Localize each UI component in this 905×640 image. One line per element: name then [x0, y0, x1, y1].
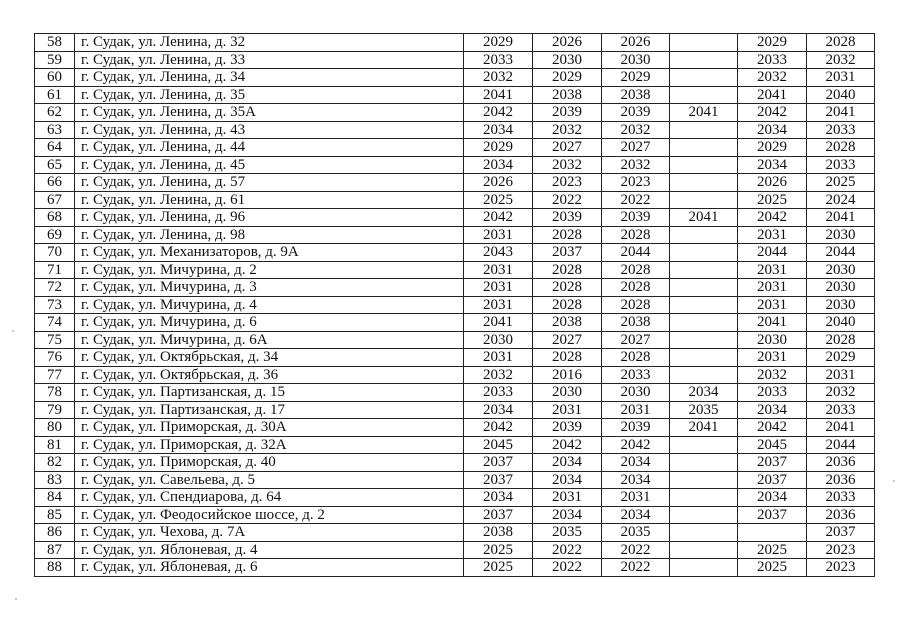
- table-row: [35, 279, 875, 297]
- year-col-2-cell: 2039: [533, 104, 602, 122]
- year-col-3-cell: 2039: [602, 419, 670, 437]
- year-col-3-cell: 2031: [602, 401, 670, 419]
- year-col-6-cell: 2041: [807, 419, 875, 437]
- year-col-1-cell: 2033: [464, 51, 533, 69]
- year-col-1-cell: 2032: [464, 366, 533, 384]
- year-col-4-cell: [670, 366, 738, 384]
- year-col-2-cell: 2034: [533, 454, 602, 472]
- row-number-cell: 82: [35, 454, 75, 472]
- year-col-1-cell: 2043: [464, 244, 533, 262]
- year-col-3-cell: 2042: [602, 436, 670, 454]
- table-row: [35, 51, 875, 69]
- year-col-4-cell: [670, 174, 738, 192]
- table-row: [35, 244, 875, 262]
- year-col-6-cell: 2030: [807, 226, 875, 244]
- year-col-5-cell: 2026: [738, 174, 807, 192]
- year-col-5-cell: 2031: [738, 279, 807, 297]
- year-col-4-cell: [670, 314, 738, 332]
- year-col-4-cell: [670, 331, 738, 349]
- year-col-2-cell: 2028: [533, 349, 602, 367]
- address-cell: г. Судак, ул. Ленина, д. 96: [75, 209, 464, 227]
- year-col-1-cell: 2032: [464, 69, 533, 87]
- table-row: [35, 436, 875, 454]
- year-col-2-cell: 2029: [533, 69, 602, 87]
- table-row: [35, 401, 875, 419]
- year-col-6-cell: 2028: [807, 34, 875, 52]
- year-col-5-cell: 2034: [738, 489, 807, 507]
- row-number-cell: 60: [35, 69, 75, 87]
- row-number-cell: 70: [35, 244, 75, 262]
- year-col-3-cell: 2026: [602, 34, 670, 52]
- year-col-2-cell: 2032: [533, 121, 602, 139]
- year-col-5-cell: 2029: [738, 34, 807, 52]
- year-col-2-cell: 2028: [533, 261, 602, 279]
- table-row: [35, 559, 875, 577]
- year-col-2-cell: 2022: [533, 191, 602, 209]
- table-row: [35, 174, 875, 192]
- year-col-2-cell: 2028: [533, 279, 602, 297]
- year-col-3-cell: 2029: [602, 69, 670, 87]
- year-col-3-cell: 2034: [602, 454, 670, 472]
- table-row: [35, 209, 875, 227]
- year-col-3-cell: 2027: [602, 331, 670, 349]
- year-col-1-cell: 2034: [464, 401, 533, 419]
- year-col-6-cell: 2036: [807, 471, 875, 489]
- year-col-4-cell: 2034: [670, 384, 738, 402]
- year-col-6-cell: 2031: [807, 366, 875, 384]
- address-cell: г. Судак, ул. Мичурина, д. 6: [75, 314, 464, 332]
- address-cell: г. Судак, ул. Ленина, д. 35А: [75, 104, 464, 122]
- year-col-1-cell: 2025: [464, 541, 533, 559]
- year-col-1-cell: 2029: [464, 34, 533, 52]
- address-cell: г. Судак, ул. Яблоневая, д. 6: [75, 559, 464, 577]
- year-col-5-cell: [738, 524, 807, 542]
- row-number-cell: 78: [35, 384, 75, 402]
- year-col-5-cell: 2029: [738, 139, 807, 157]
- row-number-cell: 61: [35, 86, 75, 104]
- address-cell: г. Судак, ул. Партизанская, д. 17: [75, 401, 464, 419]
- year-col-3-cell: 2038: [602, 314, 670, 332]
- address-cell: г. Судак, ул. Ленина, д. 35: [75, 86, 464, 104]
- year-col-6-cell: 2028: [807, 139, 875, 157]
- year-col-3-cell: 2022: [602, 191, 670, 209]
- year-col-6-cell: 2031: [807, 69, 875, 87]
- table-row: [35, 419, 875, 437]
- year-col-5-cell: 2042: [738, 209, 807, 227]
- year-col-3-cell: 2028: [602, 279, 670, 297]
- year-col-4-cell: 2041: [670, 419, 738, 437]
- table-row: [35, 384, 875, 402]
- year-col-1-cell: 2031: [464, 261, 533, 279]
- year-col-2-cell: 2016: [533, 366, 602, 384]
- year-col-6-cell: 2036: [807, 454, 875, 472]
- year-col-4-cell: [670, 139, 738, 157]
- year-col-1-cell: 2037: [464, 454, 533, 472]
- year-col-6-cell: 2028: [807, 331, 875, 349]
- year-col-2-cell: 2027: [533, 331, 602, 349]
- year-col-4-cell: [670, 86, 738, 104]
- table-row: [35, 156, 875, 174]
- table-row: [35, 34, 875, 52]
- address-cell: г. Судак, ул. Мичурина, д. 6А: [75, 331, 464, 349]
- year-col-4-cell: [670, 471, 738, 489]
- year-col-1-cell: 2029: [464, 139, 533, 157]
- table-row: [35, 69, 875, 87]
- address-cell: г. Судак, ул. Яблоневая, д. 4: [75, 541, 464, 559]
- year-col-6-cell: 2024: [807, 191, 875, 209]
- address-cell: г. Судак, ул. Чехова, д. 7А: [75, 524, 464, 542]
- year-col-1-cell: 2037: [464, 471, 533, 489]
- year-col-1-cell: 2042: [464, 104, 533, 122]
- year-col-3-cell: 2028: [602, 261, 670, 279]
- year-col-2-cell: 2023: [533, 174, 602, 192]
- year-col-2-cell: 2042: [533, 436, 602, 454]
- year-col-2-cell: 2031: [533, 489, 602, 507]
- year-col-2-cell: 2028: [533, 296, 602, 314]
- year-col-3-cell: 2030: [602, 384, 670, 402]
- address-cell: г. Судак, ул. Ленина, д. 32: [75, 34, 464, 52]
- year-col-4-cell: [670, 489, 738, 507]
- address-cell: г. Судак, ул. Феодосийское шоссе, д. 2: [75, 506, 464, 524]
- year-col-4-cell: [670, 524, 738, 542]
- year-col-5-cell: 2033: [738, 51, 807, 69]
- year-col-5-cell: 2031: [738, 349, 807, 367]
- year-col-5-cell: 2041: [738, 86, 807, 104]
- table-row: [35, 524, 875, 542]
- table-body: [35, 34, 875, 577]
- row-number-cell: 76: [35, 349, 75, 367]
- year-col-2-cell: 2030: [533, 384, 602, 402]
- address-cell: г. Судак, ул. Октябрьская, д. 34: [75, 349, 464, 367]
- year-col-6-cell: 2040: [807, 86, 875, 104]
- year-col-5-cell: 2032: [738, 366, 807, 384]
- year-col-2-cell: 2028: [533, 226, 602, 244]
- address-cell: г. Судак, ул. Ленина, д. 45: [75, 156, 464, 174]
- year-col-5-cell: 2031: [738, 296, 807, 314]
- year-col-6-cell: 2041: [807, 104, 875, 122]
- year-col-5-cell: 2025: [738, 559, 807, 577]
- year-col-6-cell: 2044: [807, 436, 875, 454]
- row-number-cell: 83: [35, 471, 75, 489]
- year-col-6-cell: 2029: [807, 349, 875, 367]
- year-col-4-cell: [670, 541, 738, 559]
- address-cell: г. Судак, ул. Ленина, д. 61: [75, 191, 464, 209]
- year-col-5-cell: 2037: [738, 506, 807, 524]
- year-col-6-cell: 2040: [807, 314, 875, 332]
- year-col-3-cell: 2032: [602, 156, 670, 174]
- year-col-5-cell: 2031: [738, 261, 807, 279]
- row-number-cell: 58: [35, 34, 75, 52]
- year-col-3-cell: 2039: [602, 104, 670, 122]
- address-cell: г. Судак, ул. Спендиарова, д. 64: [75, 489, 464, 507]
- table-row: [35, 471, 875, 489]
- address-cell: г. Судак, ул. Ленина, д. 33: [75, 51, 464, 69]
- row-number-cell: 80: [35, 419, 75, 437]
- table-row: [35, 314, 875, 332]
- address-cell: г. Судак, ул. Ленина, д. 57: [75, 174, 464, 192]
- year-col-4-cell: [670, 559, 738, 577]
- year-col-6-cell: 2037: [807, 524, 875, 542]
- address-cell: г. Судак, ул. Приморская, д. 32А: [75, 436, 464, 454]
- row-number-cell: 74: [35, 314, 75, 332]
- year-col-6-cell: 2033: [807, 156, 875, 174]
- table-row: [35, 366, 875, 384]
- year-col-3-cell: 2030: [602, 51, 670, 69]
- row-number-cell: 64: [35, 139, 75, 157]
- scan-speck: [893, 480, 895, 482]
- address-cell: г. Судак, ул. Мичурина, д. 4: [75, 296, 464, 314]
- year-col-1-cell: 2041: [464, 86, 533, 104]
- year-col-1-cell: 2042: [464, 419, 533, 437]
- row-number-cell: 67: [35, 191, 75, 209]
- year-col-5-cell: 2031: [738, 226, 807, 244]
- year-col-5-cell: 2034: [738, 156, 807, 174]
- row-number-cell: 59: [35, 51, 75, 69]
- year-col-4-cell: [670, 226, 738, 244]
- table-row: [35, 104, 875, 122]
- year-col-1-cell: 2042: [464, 209, 533, 227]
- year-col-3-cell: 2028: [602, 226, 670, 244]
- year-col-4-cell: [670, 349, 738, 367]
- year-col-2-cell: 2022: [533, 541, 602, 559]
- year-col-3-cell: 2028: [602, 349, 670, 367]
- year-col-2-cell: 2032: [533, 156, 602, 174]
- year-col-5-cell: 2025: [738, 191, 807, 209]
- year-col-6-cell: 2023: [807, 541, 875, 559]
- table-row: [35, 541, 875, 559]
- year-col-3-cell: 2034: [602, 471, 670, 489]
- row-number-cell: 65: [35, 156, 75, 174]
- table-row: [35, 506, 875, 524]
- address-cell: г. Судак, ул. Механизаторов, д. 9А: [75, 244, 464, 262]
- year-col-6-cell: 2041: [807, 209, 875, 227]
- year-col-3-cell: 2038: [602, 86, 670, 104]
- year-col-4-cell: [670, 506, 738, 524]
- table-row: [35, 454, 875, 472]
- year-col-5-cell: 2045: [738, 436, 807, 454]
- year-col-2-cell: 2038: [533, 86, 602, 104]
- table-row: [35, 349, 875, 367]
- scan-speck: [12, 330, 14, 332]
- year-col-2-cell: 2039: [533, 209, 602, 227]
- year-col-2-cell: 2034: [533, 506, 602, 524]
- year-col-3-cell: 2028: [602, 296, 670, 314]
- year-col-3-cell: 2044: [602, 244, 670, 262]
- year-col-2-cell: 2035: [533, 524, 602, 542]
- address-cell: г. Судак, ул. Савельева, д. 5: [75, 471, 464, 489]
- year-col-5-cell: 2032: [738, 69, 807, 87]
- table-row: [35, 86, 875, 104]
- table-row: [35, 261, 875, 279]
- year-col-1-cell: 2041: [464, 314, 533, 332]
- row-number-cell: 84: [35, 489, 75, 507]
- table-row: [35, 489, 875, 507]
- year-col-5-cell: 2030: [738, 331, 807, 349]
- year-col-2-cell: 2034: [533, 471, 602, 489]
- year-col-4-cell: [670, 156, 738, 174]
- address-cell: г. Судак, ул. Приморская, д. 40: [75, 454, 464, 472]
- table-row: [35, 331, 875, 349]
- year-col-2-cell: 2027: [533, 139, 602, 157]
- row-number-cell: 87: [35, 541, 75, 559]
- year-col-6-cell: 2033: [807, 121, 875, 139]
- year-col-6-cell: 2023: [807, 559, 875, 577]
- year-col-1-cell: 2045: [464, 436, 533, 454]
- year-col-5-cell: 2037: [738, 454, 807, 472]
- year-col-4-cell: [670, 69, 738, 87]
- year-col-1-cell: 2031: [464, 296, 533, 314]
- year-col-2-cell: 2031: [533, 401, 602, 419]
- year-col-5-cell: 2042: [738, 419, 807, 437]
- housing-schedule-table: [34, 33, 875, 577]
- year-col-4-cell: [670, 436, 738, 454]
- year-col-6-cell: 2030: [807, 279, 875, 297]
- year-col-3-cell: 2022: [602, 541, 670, 559]
- year-col-2-cell: 2026: [533, 34, 602, 52]
- year-col-5-cell: 2033: [738, 384, 807, 402]
- year-col-3-cell: 2032: [602, 121, 670, 139]
- year-col-1-cell: 2031: [464, 279, 533, 297]
- year-col-4-cell: [670, 121, 738, 139]
- year-col-1-cell: 2033: [464, 384, 533, 402]
- row-number-cell: 68: [35, 209, 75, 227]
- address-cell: г. Судак, ул. Октябрьская, д. 36: [75, 366, 464, 384]
- year-col-2-cell: 2037: [533, 244, 602, 262]
- year-col-6-cell: 2036: [807, 506, 875, 524]
- scan-speck: [15, 598, 17, 600]
- address-cell: г. Судак, ул. Ленина, д. 98: [75, 226, 464, 244]
- table-row: [35, 226, 875, 244]
- year-col-1-cell: 2026: [464, 174, 533, 192]
- row-number-cell: 86: [35, 524, 75, 542]
- address-cell: г. Судак, ул. Партизанская, д. 15: [75, 384, 464, 402]
- year-col-6-cell: 2033: [807, 489, 875, 507]
- year-col-1-cell: 2031: [464, 349, 533, 367]
- year-col-5-cell: 2025: [738, 541, 807, 559]
- year-col-4-cell: [670, 191, 738, 209]
- year-col-3-cell: 2023: [602, 174, 670, 192]
- year-col-6-cell: 2044: [807, 244, 875, 262]
- year-col-4-cell: [670, 261, 738, 279]
- table-row: [35, 296, 875, 314]
- year-col-5-cell: 2044: [738, 244, 807, 262]
- row-number-cell: 73: [35, 296, 75, 314]
- year-col-5-cell: 2041: [738, 314, 807, 332]
- year-col-5-cell: 2034: [738, 121, 807, 139]
- year-col-1-cell: 2034: [464, 489, 533, 507]
- year-col-4-cell: 2041: [670, 104, 738, 122]
- row-number-cell: 66: [35, 174, 75, 192]
- year-col-3-cell: 2035: [602, 524, 670, 542]
- row-number-cell: 71: [35, 261, 75, 279]
- row-number-cell: 77: [35, 366, 75, 384]
- year-col-1-cell: 2025: [464, 559, 533, 577]
- year-col-5-cell: 2037: [738, 471, 807, 489]
- year-col-4-cell: [670, 34, 738, 52]
- row-number-cell: 85: [35, 506, 75, 524]
- address-cell: г. Судак, ул. Приморская, д. 30А: [75, 419, 464, 437]
- row-number-cell: 72: [35, 279, 75, 297]
- year-col-3-cell: 2031: [602, 489, 670, 507]
- row-number-cell: 63: [35, 121, 75, 139]
- address-cell: г. Судак, ул. Ленина, д. 44: [75, 139, 464, 157]
- year-col-5-cell: 2042: [738, 104, 807, 122]
- year-col-6-cell: 2030: [807, 261, 875, 279]
- year-col-2-cell: 2039: [533, 419, 602, 437]
- address-cell: г. Судак, ул. Ленина, д. 34: [75, 69, 464, 87]
- table-row: [35, 191, 875, 209]
- row-number-cell: 69: [35, 226, 75, 244]
- year-col-4-cell: [670, 279, 738, 297]
- year-col-5-cell: 2034: [738, 401, 807, 419]
- year-col-1-cell: 2030: [464, 331, 533, 349]
- address-cell: г. Судак, ул. Ленина, д. 43: [75, 121, 464, 139]
- year-col-6-cell: 2025: [807, 174, 875, 192]
- table-row: [35, 121, 875, 139]
- year-col-3-cell: 2033: [602, 366, 670, 384]
- year-col-3-cell: 2022: [602, 559, 670, 577]
- year-col-4-cell: [670, 51, 738, 69]
- year-col-4-cell: [670, 454, 738, 472]
- year-col-4-cell: [670, 244, 738, 262]
- year-col-1-cell: 2037: [464, 506, 533, 524]
- year-col-6-cell: 2033: [807, 401, 875, 419]
- row-number-cell: 75: [35, 331, 75, 349]
- year-col-3-cell: 2039: [602, 209, 670, 227]
- row-number-cell: 62: [35, 104, 75, 122]
- address-cell: г. Судак, ул. Мичурина, д. 3: [75, 279, 464, 297]
- year-col-1-cell: 2034: [464, 156, 533, 174]
- year-col-6-cell: 2032: [807, 51, 875, 69]
- year-col-4-cell: 2035: [670, 401, 738, 419]
- year-col-1-cell: 2025: [464, 191, 533, 209]
- year-col-3-cell: 2034: [602, 506, 670, 524]
- year-col-3-cell: 2027: [602, 139, 670, 157]
- year-col-1-cell: 2031: [464, 226, 533, 244]
- table-row: [35, 139, 875, 157]
- row-number-cell: 81: [35, 436, 75, 454]
- row-number-cell: 79: [35, 401, 75, 419]
- year-col-2-cell: 2038: [533, 314, 602, 332]
- year-col-6-cell: 2030: [807, 296, 875, 314]
- row-number-cell: 88: [35, 559, 75, 577]
- address-cell: г. Судак, ул. Мичурина, д. 2: [75, 261, 464, 279]
- year-col-4-cell: [670, 296, 738, 314]
- year-col-1-cell: 2034: [464, 121, 533, 139]
- year-col-2-cell: 2030: [533, 51, 602, 69]
- year-col-6-cell: 2032: [807, 384, 875, 402]
- year-col-1-cell: 2038: [464, 524, 533, 542]
- year-col-4-cell: 2041: [670, 209, 738, 227]
- year-col-2-cell: 2022: [533, 559, 602, 577]
